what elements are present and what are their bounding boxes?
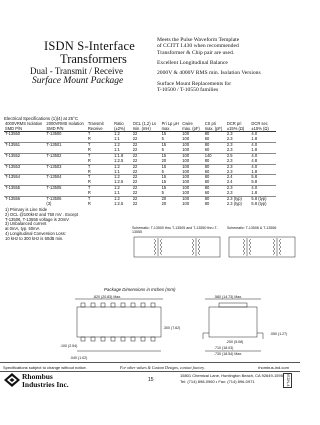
table-cell: 100 bbox=[182, 179, 190, 185]
table-cell: 2.3 bbox=[226, 168, 233, 174]
note-line: at 0mA, typ. 50mA bbox=[5, 226, 40, 232]
table-cell: 22 bbox=[132, 175, 161, 180]
table-cell: 2.3 (typ) bbox=[226, 200, 242, 206]
table-cell: 2.3 bbox=[226, 157, 233, 163]
table-cell: 22 bbox=[132, 136, 138, 142]
side-pad-dim: .730 (18.54) Max. bbox=[214, 352, 243, 356]
subtitle: Dual - Transmit / Receive bbox=[30, 66, 123, 76]
table-cell: 1:2 bbox=[113, 186, 132, 191]
package-pin bbox=[151, 303, 155, 307]
table-cell: 100 bbox=[181, 197, 203, 202]
table-cell: 100 bbox=[181, 186, 203, 191]
table-cell: 4.0 bbox=[250, 186, 276, 191]
col-header: Pri Lp μH max. bbox=[161, 122, 182, 132]
table-cell: 1:1 bbox=[114, 190, 120, 196]
col-header: Transmit Receive bbox=[87, 122, 113, 132]
col-header: CS pri max. (pF) bbox=[204, 122, 226, 132]
col-header: 2000VRMS Isolation SMD P/N bbox=[45, 122, 86, 132]
schematic-label-right: Schematic: T-13506 & T-13556 bbox=[227, 226, 277, 230]
page-number: 15 bbox=[148, 377, 154, 383]
col-header: DCR pri ±15% (Ω) bbox=[226, 122, 251, 132]
dimensions-title: Package Dimensions in Inches (mm) bbox=[104, 287, 176, 292]
table-cell: 5.8 bbox=[251, 179, 258, 185]
table-cell: 80 bbox=[204, 143, 226, 148]
table-cell: 22 bbox=[132, 157, 138, 163]
table-cell: 15 bbox=[161, 179, 167, 185]
table-cell: 4.0 bbox=[250, 164, 276, 169]
table-cell: 80 bbox=[204, 179, 210, 185]
table-cell: 22 bbox=[132, 132, 161, 137]
package-pin bbox=[81, 303, 85, 307]
table-cell: 2.3 bbox=[226, 164, 251, 169]
col-header: 4000VRMS Isolation SMD P/N bbox=[4, 122, 45, 132]
package-pin bbox=[131, 337, 135, 341]
table-cell: 4.8 bbox=[251, 157, 258, 163]
table-cell: 22 bbox=[132, 186, 161, 191]
feature-isolation: 2000V & 4000V RMS min. Isolation Versions bbox=[157, 70, 261, 76]
schematic-left bbox=[132, 234, 222, 260]
address: 15801 Chemical Lane, Huntington Beach, CA 92649-1595 bbox=[180, 373, 283, 378]
table-cell: 15 bbox=[161, 186, 182, 191]
table-cell: 22 bbox=[132, 168, 138, 174]
table-cell: 100 bbox=[182, 136, 190, 142]
subtitle-package: Surface Mount Package bbox=[32, 76, 124, 86]
package-pin bbox=[121, 303, 125, 307]
note-line: 4) Longitudinal Conversion Loss: bbox=[5, 230, 66, 236]
table-cell: R bbox=[87, 190, 91, 196]
table-cell: T bbox=[87, 197, 113, 202]
notes bbox=[5, 208, 125, 242]
package-pin bbox=[101, 303, 105, 307]
table-cell: 60 bbox=[204, 168, 210, 174]
table-cell: 20 bbox=[161, 200, 167, 206]
footer-rule bbox=[0, 362, 300, 363]
table-cell: 20 bbox=[161, 197, 182, 202]
title-line-2: Transformers bbox=[60, 52, 127, 66]
package-pin bbox=[141, 337, 145, 341]
table-cell: R bbox=[87, 179, 91, 185]
table-cell: 22 bbox=[132, 143, 161, 148]
package-pin bbox=[81, 337, 85, 341]
table-cell: T-13554 bbox=[4, 175, 45, 180]
table-cell: T bbox=[87, 153, 113, 158]
table-cell: 4.0 bbox=[250, 143, 276, 148]
replacement-line: T-10500 / T-10550 families bbox=[157, 87, 219, 94]
table-cell: 100 bbox=[182, 190, 190, 196]
table-cell: T-13501 bbox=[45, 143, 86, 148]
package-pin bbox=[141, 303, 145, 307]
note-line: 1) Primary is Line Side bbox=[5, 207, 48, 212]
schematic-right bbox=[227, 234, 297, 260]
table-cell: 5 bbox=[161, 168, 164, 174]
table-cell: 4.0 bbox=[250, 153, 276, 158]
brand-name: Rhombus bbox=[22, 372, 53, 381]
feature-balance: Excellent Longitudinal Balance bbox=[157, 60, 228, 66]
table-cell: 22 bbox=[132, 153, 161, 158]
description-para bbox=[157, 37, 297, 56]
package-pin bbox=[91, 303, 95, 307]
table-cell: 1:2.5 bbox=[114, 157, 124, 163]
table-cell: 1:2.5 bbox=[114, 200, 124, 206]
table-cell: 1:2.5 bbox=[114, 179, 124, 185]
table-cell: 2.3 bbox=[226, 132, 251, 137]
table-cell: 22 bbox=[132, 146, 138, 152]
table-cell: 80 bbox=[204, 157, 210, 163]
table-cell: T-13552 bbox=[4, 153, 45, 158]
table-cell: 80 bbox=[204, 200, 210, 206]
table-cell: 80 bbox=[204, 197, 226, 202]
front-pitch-dim: .100 (2.54) bbox=[60, 344, 78, 348]
table-cell: 100 bbox=[182, 168, 190, 174]
table-cell: 5 bbox=[161, 190, 164, 196]
col-header: OCL (1,2) Ls min. (mH) bbox=[132, 122, 161, 132]
table-cell: T-13504 bbox=[45, 175, 86, 180]
table-cell: T-13500 bbox=[45, 132, 86, 137]
table-cell: 140 bbox=[204, 153, 226, 158]
desc-line: Meets the Pulse Waveform Template bbox=[157, 37, 240, 43]
col-header: Ratio (±2%) bbox=[113, 122, 132, 132]
table-cell: 22 bbox=[132, 200, 138, 206]
table-cell: T-13553 bbox=[4, 164, 45, 169]
package-pin bbox=[121, 337, 125, 341]
table-cell: 100 bbox=[181, 143, 203, 148]
table-cell: 60 bbox=[204, 146, 210, 152]
package-pin bbox=[111, 337, 115, 341]
table-cell: 2.3 bbox=[226, 186, 251, 191]
table-cell: 2.4 bbox=[226, 179, 233, 185]
table-cell: 1:2 bbox=[113, 132, 132, 137]
table-cell: 100 bbox=[181, 132, 203, 137]
side-width-dim: .580 (14.73) Max. bbox=[214, 295, 243, 299]
table-cell: 1.8 bbox=[251, 136, 258, 142]
table-cell: T-13505 bbox=[45, 186, 86, 191]
replacement-line: Surface Mount Replacements for bbox=[157, 81, 232, 87]
table-cell: 1.8 bbox=[251, 190, 258, 196]
table-cell: T-13502 bbox=[45, 153, 86, 158]
table-cell: 2.3 bbox=[226, 146, 233, 152]
table-cell: 22 bbox=[132, 179, 138, 185]
table-cell: 100 bbox=[182, 157, 190, 163]
table-cell: 1:1.8 bbox=[113, 153, 132, 158]
table-cell: R bbox=[87, 157, 91, 163]
table-cell: 22 bbox=[132, 164, 161, 169]
bottom-left-dim: .040 (1.02) bbox=[70, 356, 88, 360]
custom-design-note: For other values & Custom Designs, contact factory. bbox=[120, 365, 205, 370]
spec-note: Specifications subject to change without notice. bbox=[3, 365, 87, 370]
table-cell: T-13550 bbox=[4, 132, 45, 137]
table-header-row bbox=[4, 122, 276, 132]
table-cell: 2.3 (typ) bbox=[226, 197, 251, 202]
side-foot-dim: .710 (18.03) bbox=[214, 346, 234, 350]
phone-fax: Tel: (714) 898-0960 • Fax: (714) 896-0971 bbox=[180, 379, 255, 384]
desc-line: of CCITT I.430 when recommended bbox=[157, 43, 239, 50]
table-cell: 4.0 bbox=[250, 132, 276, 137]
table-cell: T bbox=[87, 143, 113, 148]
note-line: 2) OCL @100kHz and 750 mV . Except bbox=[5, 211, 78, 217]
table-cell: 100 bbox=[182, 146, 190, 152]
table-cell: 1.8 bbox=[251, 168, 258, 174]
table-cell: 15 bbox=[161, 132, 182, 137]
table-cell: T-13555 bbox=[4, 186, 45, 191]
table-cell: T bbox=[87, 164, 113, 169]
table-cell: 60 bbox=[204, 136, 210, 142]
package-pin bbox=[151, 337, 155, 341]
table-cell: 1:2 bbox=[113, 143, 132, 148]
table-cell: T-13503 bbox=[45, 164, 86, 169]
electrical-spec-table bbox=[4, 122, 276, 207]
schematic-label-left: Schematic: T-13500 thru T-13505 and T-13550 thru T-13555 bbox=[132, 226, 218, 234]
table-cell: 100 bbox=[181, 175, 203, 180]
table-cell: 15 bbox=[161, 175, 182, 180]
table-cell: T-13551 bbox=[4, 143, 45, 148]
table-cell: 80 bbox=[204, 132, 226, 137]
table-cell: T bbox=[87, 175, 113, 180]
note-line: T-13506, T-13556 voltage is 20mV bbox=[5, 216, 69, 222]
table-cell: 2.4 bbox=[226, 175, 251, 180]
side-lead-dim: .200 (5.08) bbox=[226, 340, 244, 344]
col-header: Cwire max. (pF) bbox=[181, 122, 203, 132]
table-cell: 1:2 bbox=[113, 197, 132, 202]
note-line: 10 kHz to 300 kHz is 60dB min. bbox=[5, 235, 64, 241]
table-cell: 100 bbox=[181, 153, 203, 158]
table-cell: 2.3 bbox=[226, 136, 233, 142]
table-cell: 60 bbox=[204, 190, 210, 196]
table-cell: 5.8 bbox=[250, 175, 276, 180]
brand-name-line2: Industries Inc. bbox=[22, 380, 69, 389]
table-cell: 1:1 bbox=[114, 146, 120, 152]
table-cell: 2.5 bbox=[226, 153, 251, 158]
table-cell: 5 bbox=[161, 146, 164, 152]
table-cell: 1:1 bbox=[114, 136, 120, 142]
package-pin bbox=[131, 303, 135, 307]
col-header: DCR sec ±15% (Ω) bbox=[250, 122, 276, 132]
table-cell: 1:1 bbox=[114, 168, 120, 174]
desc-line: Transformer & Chip pair are used. bbox=[157, 49, 235, 56]
table-cell: 80 bbox=[204, 186, 226, 191]
website[interactable]: rhombus-ind.com bbox=[258, 365, 289, 370]
section-tab: ISDN-4 bbox=[283, 373, 292, 388]
table-cell: R bbox=[87, 146, 91, 152]
table-cell: 20 bbox=[161, 157, 167, 163]
table-cell: 22 bbox=[132, 197, 161, 202]
front-width-dim: .820 (20.83) Max. bbox=[93, 295, 122, 299]
table-cell: (3) bbox=[46, 200, 52, 206]
package-pin bbox=[101, 337, 105, 341]
rhombus-logo-icon bbox=[4, 373, 20, 387]
bottom-right-dim: .050 (1.27) bbox=[270, 332, 288, 336]
table-cell: T-13506 bbox=[45, 197, 86, 202]
package-pin bbox=[111, 303, 115, 307]
table-cell: 100 bbox=[181, 164, 203, 169]
table-cell: T bbox=[87, 132, 113, 137]
table-cell: 1.8 bbox=[251, 146, 258, 152]
table-cell: 1:2 bbox=[113, 164, 132, 169]
table-cell: 15 bbox=[161, 153, 182, 158]
table-cell: 1:2 bbox=[113, 175, 132, 180]
table-cell: 5.8 (typ) bbox=[250, 197, 276, 202]
table-cell: 5.8 (typ) bbox=[251, 200, 267, 206]
table-cell: 2.3 bbox=[226, 143, 251, 148]
table-cell: 100 bbox=[182, 200, 190, 206]
table-cell: T bbox=[87, 186, 113, 191]
table-cell: R bbox=[87, 168, 91, 174]
table-cell: 15 bbox=[161, 143, 182, 148]
table-cell: T-13556 bbox=[4, 197, 45, 202]
table-cell: 80 bbox=[204, 175, 226, 180]
replacements bbox=[157, 81, 297, 94]
table-cell: 22 bbox=[132, 190, 138, 196]
table-cell: 2.3 bbox=[226, 190, 233, 196]
table-cell: 80 bbox=[204, 164, 226, 169]
package-pin bbox=[91, 337, 95, 341]
table-cell: 5 bbox=[161, 136, 164, 142]
front-height-dim: .300 (7.62) bbox=[163, 326, 181, 330]
table-cell: R bbox=[87, 136, 91, 142]
title-line-1: ISDN S-Interface bbox=[44, 39, 136, 53]
table-cell: R bbox=[87, 200, 91, 206]
table-cell: 15 bbox=[161, 164, 182, 169]
table-heading: Electrical Specifications (1)(4) at 25°C bbox=[4, 116, 78, 121]
note-line: 3) Unbalanced current bbox=[5, 221, 47, 227]
